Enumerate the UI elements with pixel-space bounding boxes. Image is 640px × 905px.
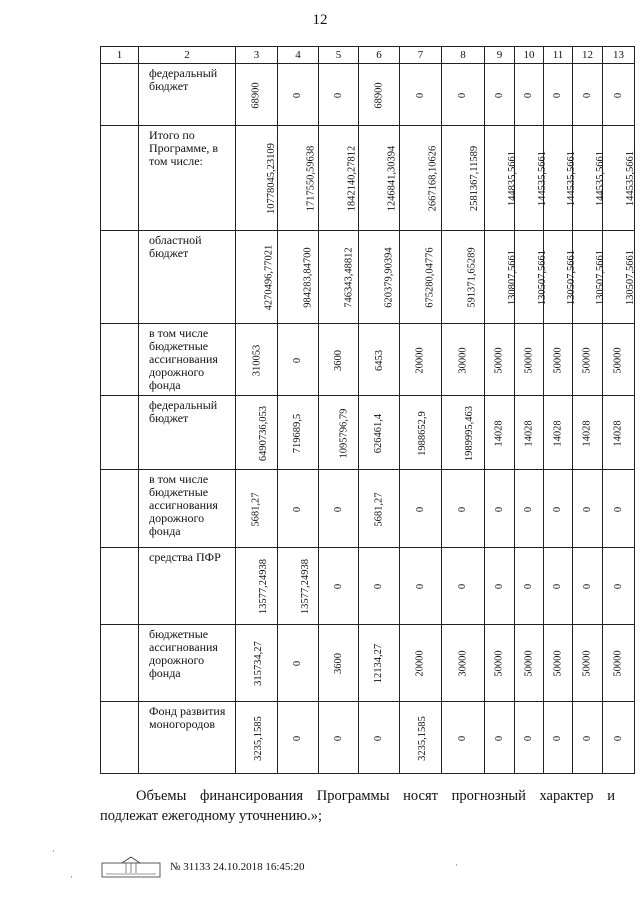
header-row: [101, 47, 635, 64]
empty-cell: [101, 702, 139, 774]
value-cell: [544, 396, 573, 470]
value-cell: [442, 548, 485, 625]
value-text: 1246841,30394: [386, 145, 398, 212]
value-text: 50000: [613, 346, 624, 374]
column-header: 9: [485, 47, 515, 64]
value-cell: [400, 548, 442, 625]
table-row: [101, 702, 635, 774]
value-cell: [544, 548, 573, 625]
value-cell: [544, 625, 573, 702]
value-cell: [442, 64, 485, 126]
scan-speck: ·: [52, 846, 55, 856]
value-cell: [236, 231, 278, 324]
value-cell: [359, 702, 400, 774]
value-text: 0: [494, 506, 505, 512]
value-text: 984283,84700: [302, 247, 314, 308]
value-cell: [400, 64, 442, 126]
value-text: 0: [494, 92, 505, 98]
value-text: 50000: [523, 346, 535, 374]
value-text: 130507,5661: [595, 249, 607, 306]
value-cell: [544, 470, 573, 548]
value-cell: [236, 702, 278, 774]
value-text: 10778045,23109: [265, 143, 277, 214]
value-text: 0: [613, 92, 624, 98]
value-cell: [236, 470, 278, 548]
value-cell: [236, 548, 278, 625]
value-cell: [442, 396, 485, 470]
value-cell: [278, 231, 319, 324]
value-text: 0: [415, 506, 426, 512]
value-cell: [359, 64, 400, 126]
table-row: [101, 396, 635, 470]
value-text: 0: [552, 583, 564, 590]
value-text: 310053: [251, 344, 262, 376]
table-row: [101, 231, 635, 324]
value-text: 1095796,79: [338, 408, 350, 458]
closing-paragraph: [100, 786, 615, 826]
value-cell: [359, 126, 400, 231]
column-header: 8: [442, 47, 485, 64]
value-text: 130507,5661: [537, 249, 549, 306]
value-cell: [485, 64, 515, 126]
value-text: 0: [457, 735, 469, 741]
value-text: 0: [292, 660, 304, 667]
value-cell: [515, 548, 544, 625]
value-text: 0: [613, 583, 624, 590]
value-cell: [278, 702, 319, 774]
value-cell: [400, 470, 442, 548]
value-text: 144535,5661: [625, 150, 637, 207]
value-cell: [319, 324, 359, 396]
value-text: 0: [523, 583, 535, 590]
value-text: 144835,5661: [507, 150, 519, 207]
value-text: 0: [613, 735, 624, 741]
column-header: 11: [544, 47, 573, 64]
value-cell: [515, 231, 549, 324]
value-cell: [515, 702, 544, 774]
value-text: 12134,27: [373, 643, 385, 684]
value-text: 0: [582, 506, 593, 512]
value-text: 0: [415, 583, 426, 590]
value-cell: [485, 231, 519, 324]
value-cell: [400, 324, 442, 396]
value-cell: [319, 548, 359, 625]
value-cell: [485, 702, 515, 774]
value-cell: [236, 324, 278, 396]
value-text: 4270496,77021: [263, 244, 275, 311]
value-text: 6453: [373, 349, 385, 371]
value-text: 0: [373, 735, 385, 741]
value-text: 50000: [494, 650, 505, 677]
column-header: 5: [319, 47, 359, 64]
value-cell: [573, 396, 603, 470]
column-header: 3: [236, 47, 278, 64]
value-cell: [485, 625, 515, 702]
table-row: [101, 64, 635, 126]
value-cell: [236, 126, 278, 231]
value-cell: [278, 64, 319, 126]
value-text: 144535,5661: [537, 150, 549, 207]
empty-cell: [101, 396, 139, 470]
row-label: Итого по Программе, в том числе:: [139, 126, 236, 231]
value-cell: [442, 126, 485, 231]
value-cell: [359, 324, 400, 396]
value-cell: [515, 396, 544, 470]
value-text: 14028: [613, 419, 624, 447]
value-text: 68900: [251, 81, 262, 109]
row-label: федеральный бюджет: [139, 396, 236, 470]
value-cell: [442, 324, 485, 396]
value-cell: [442, 625, 485, 702]
value-cell: [400, 625, 442, 702]
value-cell: [400, 126, 442, 231]
value-cell: [278, 625, 319, 702]
value-cell: [485, 396, 515, 470]
value-cell: [603, 548, 635, 625]
value-text: 0: [292, 506, 304, 512]
value-text: 50000: [552, 650, 564, 677]
value-cell: [278, 324, 319, 396]
closing-text: Объемы финансирования Программы носят прогнозный характер и подлежат ежегодному уточнению.»;: [100, 788, 615, 824]
value-text: 5681,27: [251, 491, 262, 527]
value-text: 144535,5661: [595, 150, 607, 207]
column-header: 1: [101, 47, 139, 64]
row-label: федеральный бюджет: [139, 64, 236, 126]
value-cell: [485, 548, 515, 625]
value-text: 50000: [552, 346, 564, 374]
value-text: 14028: [582, 419, 593, 447]
value-cell: [603, 231, 635, 324]
row-label: в том числе бюджетные ассигнования дорожного фонда: [139, 470, 236, 548]
value-cell: [485, 470, 515, 548]
value-text: 50000: [523, 650, 535, 677]
value-text: 0: [552, 735, 564, 741]
value-text: 1717550,59638: [305, 145, 317, 212]
value-text: 30000: [457, 650, 469, 677]
row-label: Фонд развития моногородов: [139, 702, 236, 774]
value-text: 675280,04776: [424, 247, 436, 308]
value-cell: [603, 396, 635, 470]
value-text: 20000: [415, 346, 426, 374]
value-cell: [400, 702, 442, 774]
value-cell: [573, 64, 603, 126]
value-text: 68900: [373, 81, 385, 109]
value-cell: [573, 625, 603, 702]
value-cell: [319, 126, 359, 231]
value-cell: [400, 231, 442, 324]
value-text: 0: [292, 735, 304, 741]
value-cell: [573, 470, 603, 548]
value-text: 0: [333, 506, 344, 512]
value-text: 0: [552, 506, 564, 512]
value-text: 1988652,9: [416, 410, 428, 456]
document-stamp: № 31133 24.10.2018 16:45:20: [170, 861, 305, 873]
value-text: 0: [457, 583, 469, 590]
value-text: 0: [582, 735, 593, 741]
value-text: 14028: [523, 419, 535, 447]
value-cell: [603, 324, 635, 396]
value-text: 0: [523, 92, 535, 98]
value-text: 0: [613, 506, 624, 512]
scan-speck: ·: [70, 872, 73, 882]
column-header: 2: [139, 47, 236, 64]
scan-speck: ·: [455, 860, 458, 870]
empty-cell: [101, 548, 139, 625]
value-text: 0: [333, 92, 344, 98]
value-cell: [278, 470, 319, 548]
empty-cell: [101, 625, 139, 702]
empty-cell: [101, 231, 139, 324]
value-text: 130807,5661: [507, 249, 519, 306]
empty-cell: [101, 64, 139, 126]
value-cell: [319, 702, 359, 774]
value-cell: [544, 64, 573, 126]
value-text: 0: [333, 735, 344, 741]
value-text: 6490736,053: [258, 405, 270, 461]
column-header: 12: [573, 47, 603, 64]
value-text: 50000: [582, 346, 593, 374]
value-text: 3235,1585: [416, 715, 428, 761]
financing-table: [100, 46, 635, 774]
value-cell: [236, 396, 278, 470]
value-cell: [319, 64, 359, 126]
value-cell: [278, 396, 319, 470]
value-text: 0: [292, 357, 304, 363]
value-text: 0: [523, 506, 535, 512]
column-header: 10: [515, 47, 544, 64]
value-text: 0: [457, 506, 469, 512]
value-text: 626461,4: [373, 413, 385, 453]
value-text: 591371,65289: [466, 247, 478, 308]
value-cell: [573, 548, 603, 625]
value-text: 130507,5661: [566, 249, 578, 306]
value-text: 50000: [582, 650, 593, 677]
value-text: 0: [523, 735, 535, 741]
value-text: 0: [552, 92, 564, 98]
value-cell: [603, 625, 635, 702]
value-cell: [442, 470, 485, 548]
value-text: 14028: [494, 419, 505, 447]
value-cell: [485, 126, 519, 231]
value-cell: [515, 324, 544, 396]
page-number: 12: [312, 12, 328, 28]
value-text: 2667168,10626: [427, 145, 439, 212]
value-text: 0: [333, 583, 344, 590]
value-cell: [278, 126, 319, 231]
table-row: [101, 324, 635, 396]
value-cell: [319, 231, 359, 324]
column-header: 6: [359, 47, 400, 64]
value-text: 1989995,463: [464, 405, 476, 461]
value-text: 0: [457, 92, 469, 98]
value-cell: [515, 126, 549, 231]
table-row: [101, 548, 635, 625]
column-header: 4: [278, 47, 319, 64]
value-cell: [515, 64, 544, 126]
row-label: в том числе бюджетные ассигнования дорожного фонда: [139, 324, 236, 396]
value-text: 0: [415, 92, 426, 98]
value-text: 20000: [415, 650, 426, 677]
value-text: 315734,27: [252, 641, 264, 686]
value-text: 144535,5661: [566, 150, 578, 207]
value-cell: [603, 64, 635, 126]
value-text: 0: [292, 92, 304, 98]
value-cell: [573, 324, 603, 396]
value-cell: [603, 470, 635, 548]
value-text: 30000: [457, 346, 469, 374]
value-text: 1842140,27812: [346, 145, 358, 212]
value-text: 2581367,11589: [469, 145, 481, 212]
value-text: 0: [494, 583, 505, 590]
value-text: 130507,5661: [625, 249, 637, 306]
value-text: 13577,24938: [258, 558, 270, 615]
value-text: 0: [582, 583, 593, 590]
empty-cell: [101, 324, 139, 396]
value-cell: [573, 702, 603, 774]
value-cell: [359, 231, 400, 324]
value-cell: [359, 548, 400, 625]
value-text: 5681,27: [373, 491, 385, 527]
value-text: 0: [494, 735, 505, 741]
value-cell: [544, 324, 573, 396]
value-cell: [236, 625, 278, 702]
value-cell: [400, 396, 442, 470]
value-cell: [603, 702, 635, 774]
value-cell: [319, 470, 359, 548]
value-cell: [359, 396, 400, 470]
value-cell: [319, 625, 359, 702]
value-text: 620379,90394: [383, 247, 395, 308]
table-row: [101, 625, 635, 702]
row-label: средства ПФР: [139, 548, 236, 625]
row-label: областной бюджет: [139, 231, 236, 324]
value-text: 0: [582, 92, 593, 98]
value-cell: [359, 470, 400, 548]
value-text: 746343,48812: [343, 247, 355, 308]
value-text: 719689,5: [292, 413, 304, 453]
value-cell: [485, 324, 515, 396]
value-cell: [544, 702, 573, 774]
value-text: 3600: [333, 349, 344, 371]
empty-cell: [101, 126, 139, 231]
value-cell: [603, 126, 635, 231]
value-cell: [278, 548, 319, 625]
value-cell: [515, 625, 544, 702]
value-text: 14028: [552, 419, 564, 447]
value-text: 0: [373, 583, 385, 590]
table-row: [101, 126, 635, 231]
value-text: 3235,1585: [252, 715, 264, 761]
column-header: 7: [400, 47, 442, 64]
value-cell: [319, 396, 359, 470]
row-label: бюджетные ассигнования дорожного фонда: [139, 625, 236, 702]
column-header: 13: [603, 47, 635, 64]
value-text: 3600: [333, 653, 344, 674]
value-cell: [515, 470, 544, 548]
value-text: 13577,24938: [300, 558, 312, 615]
value-cell: [442, 231, 485, 324]
value-cell: [442, 702, 485, 774]
registration-stamp-logo: [100, 855, 162, 879]
value-text: 50000: [494, 346, 505, 374]
value-cell: [359, 625, 400, 702]
table-row: [101, 470, 635, 548]
value-cell: [236, 64, 278, 126]
value-text: 50000: [613, 650, 624, 677]
empty-cell: [101, 470, 139, 548]
